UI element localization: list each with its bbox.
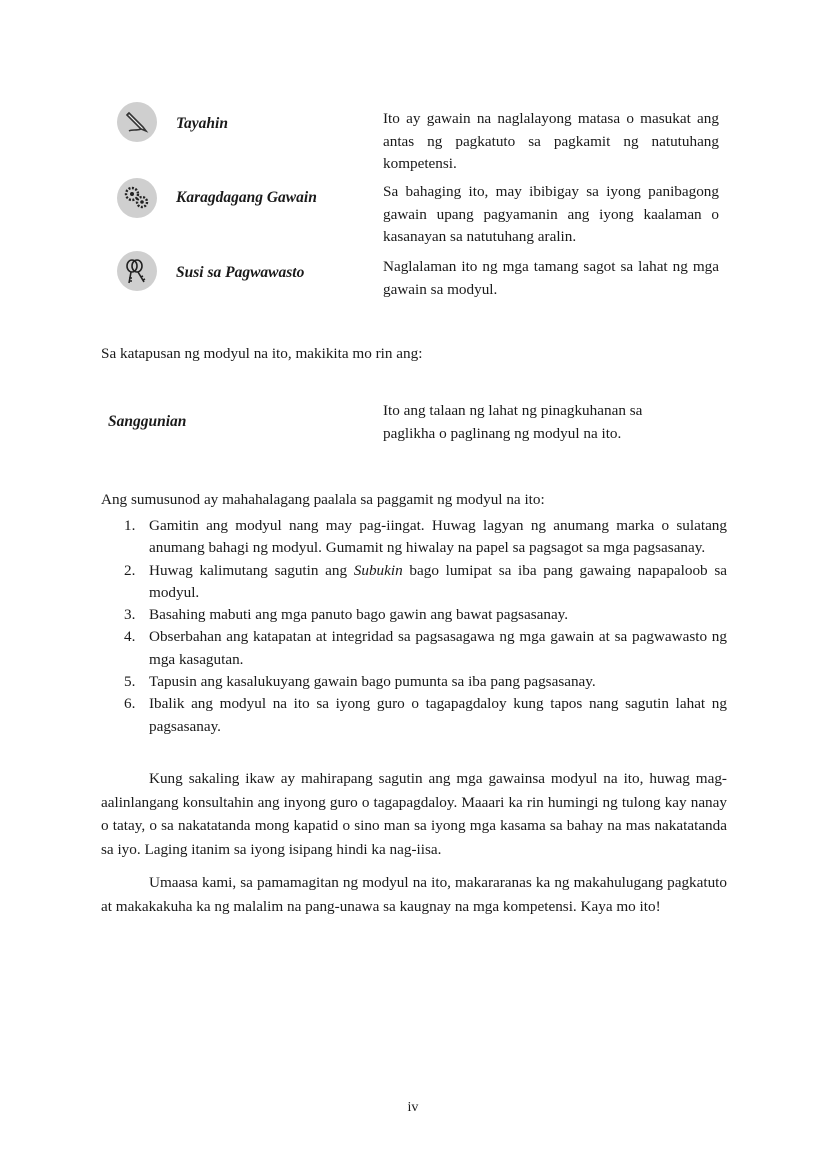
gears-icon <box>117 178 157 218</box>
keys-icon <box>117 251 157 291</box>
icon-row-tayahin <box>117 102 157 142</box>
list-item <box>101 671 727 693</box>
list-item-text: Basahing mabuti ang mga panuto bago gawin ang bawat pagsasanay. <box>149 606 569 624</box>
list-number: 6. <box>124 695 136 713</box>
section-description: Ito ay gawain na naglalayong matasa o masukat ang antas ng pagkatuto sa pagkamit ng natutuhang kompetensi. <box>383 110 719 172</box>
list-item <box>101 693 727 738</box>
list-number: 5. <box>124 673 136 691</box>
help-paragraph: Kung sakaling ikaw ay mahirapang sagutin ang mga gawainsa modyul na ito, huwag mag-aalinlangang konsultahin ang inyong guro o tagapagdaloy. Maaari ka rin humingi ng tulong kay nanay o tatay, o sa nakatatanda mong kapatid o sino man sa iyong mga kasama sa bahay na mas nakatatanda sa iyo. Laging itanim sa iyong isipang hindi ka nag-iisa. <box>101 770 727 858</box>
reminders-list <box>101 515 727 738</box>
list-item-text: Obserbahan ang katapatan at integridad sa pagsasagawa ng mga gawain at sa pagwawasto ng mga kasagutan. <box>149 628 727 668</box>
icon-row-susi-sa-pagwawasto <box>117 251 157 291</box>
list-item <box>101 626 727 671</box>
reference-description: Ito ang talaan ng lahat ng pinagkuhanan sa paglikha o paglinang ng modyul na ito. <box>383 402 643 442</box>
list-number: 2. <box>124 561 136 579</box>
list-number: 1. <box>124 517 136 534</box>
list-item <box>101 560 727 605</box>
section-label: Karagdagang Gawain <box>176 189 317 206</box>
end-intro-text: Sa katapusan ng modyul na ito, makikita mo rin ang: <box>101 345 423 362</box>
section-label: Susi sa Pagwawasto <box>176 264 305 281</box>
list-item <box>101 515 727 560</box>
pencil-icon <box>117 102 157 142</box>
icon-row-karagdagang-gawain <box>117 178 157 218</box>
reminders-intro-text: Ang sumusunod ay mahahalagang paalala sa paggamit ng modyul na ito: <box>101 491 545 508</box>
list-item-text: Huwag kalimutang sagutin ang <box>149 561 354 579</box>
section-description: Naglalaman ito ng mga tamang sagot sa lahat ng mga gawain sa modyul. <box>383 258 719 298</box>
list-number: 3. <box>124 606 136 624</box>
page-number: iv <box>407 1100 419 1115</box>
section-label: Tayahin <box>176 115 228 132</box>
list-item-text: bago lumipat sa iba pang gawaing napapaloob sa modyul. <box>149 561 727 601</box>
list-item-text: Tapusin ang kasalukuyang gawain bago pumunta sa iba pang pagsasanay. <box>149 673 596 691</box>
closing-paragraph: Umaasa kami, sa pamamagitan ng modyul na ito, makararanas ka ng makahulugang pagkatuto at makakakuha ka ng malalim na pang-unawa sa kaugnay na mga kompetensi. Kaya mo ito! <box>101 874 727 915</box>
list-item <box>101 604 727 626</box>
list-item-text: Gamitin ang modyul nang may pag-iingat. Huwag lagyan ng anumang marka o sulatang anumang bahagi ng modyul. Gumamit ng hiwalay na papel sa pagsagot sa mga pagsasanay. <box>149 517 727 557</box>
list-item-text: Ibalik ang modyul na ito sa iyong guro o tagapagdaloy kung tapos nang sagutin lahat ng pagsasanay. <box>149 695 727 735</box>
list-number: 4. <box>124 628 136 646</box>
list-item-emphasis: Subukin <box>353 561 403 579</box>
reference-label: Sanggunian <box>108 413 187 430</box>
section-description: Sa bahaging ito, may ibibigay sa iyong panibagong gawain upang pagyamanin ang iyong kaalaman o kasanayan sa natutuhang aralin. <box>383 183 719 245</box>
